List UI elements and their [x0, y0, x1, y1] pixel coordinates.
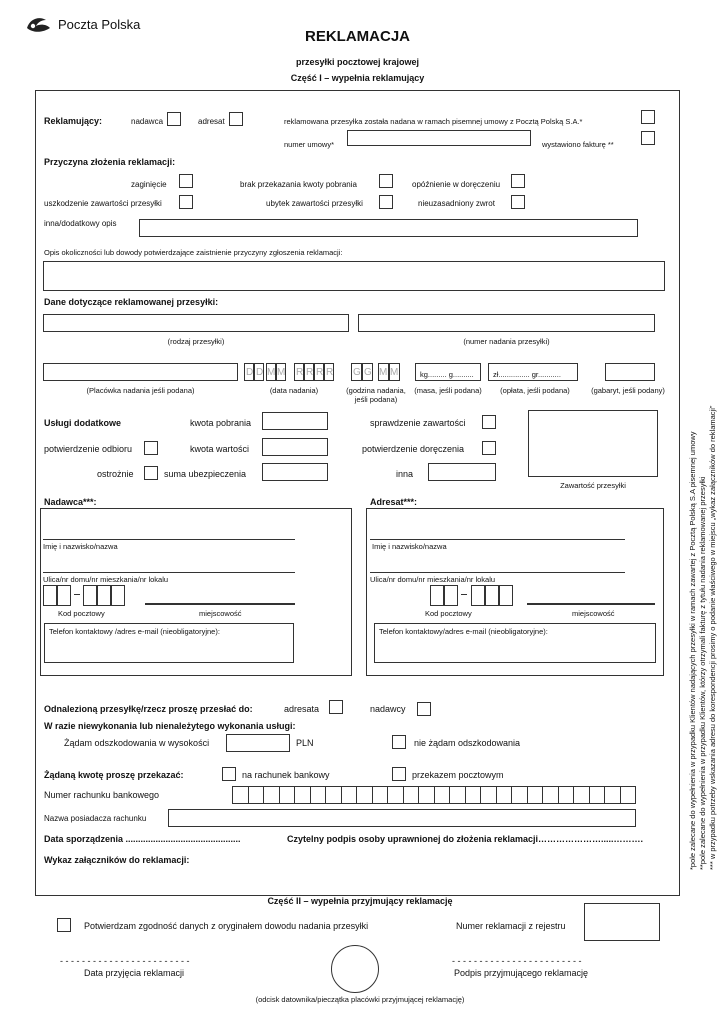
rachunek-digit-22[interactable]: [558, 786, 575, 804]
rachunek-digit-2[interactable]: [248, 786, 265, 804]
nadawca-kod-digit-1[interactable]: [43, 585, 57, 606]
reklamujacy-label: Reklamujący:: [44, 116, 103, 126]
adresat-telefon-input[interactable]: Telefon kontaktowy/adres e-mail (nieobligatoryjne):: [374, 623, 656, 663]
time-digit-1[interactable]: G: [351, 363, 362, 381]
w-razie-label: W razie niewykonania lub nienależytego wykonania usługi:: [44, 721, 296, 731]
nadawca-imie-line: [43, 539, 295, 540]
rachunek-digit-10[interactable]: [372, 786, 389, 804]
adresat-kod-dash: [461, 594, 467, 595]
rachunek-digit-3[interactable]: [263, 786, 280, 804]
rachunek-digit-24[interactable]: [589, 786, 606, 804]
umowa-label: reklamowana przesyłka została nadana w ramach pisemnej umowy z Pocztą Polską S.A.*: [284, 117, 583, 126]
inna-opis-label: inna/dodatkowy opis: [44, 219, 117, 228]
potw-odbioru-label: potwierdzenie odbioru: [44, 444, 133, 454]
footnote-2: **pole zalecane do wypełnienia w przypadku Klientów, którzy otrzymali fakturę z tytułu nadania reklamowanej przesyłki: [698, 476, 707, 870]
masa-input[interactable]: kg......... g..........: [415, 363, 481, 381]
rachunek-digit-14[interactable]: [434, 786, 451, 804]
numer-nadania-caption: (numer nadania przesyłki): [463, 337, 550, 346]
podpis-przyjmujacego-dashes: - - - - - - - - - - - - - - - - - - - - - - - -: [452, 956, 582, 966]
potw-odbioru-checkbox[interactable]: [144, 441, 158, 455]
ubytek-label: ubytek zawartości przesyłki: [266, 199, 363, 208]
odcisk-caption: (odcisk datownika/pieczątka placówki przyjmującej reklamację): [255, 995, 465, 1004]
numer-reklamacji-label: Numer reklamacji z rejestru: [456, 921, 566, 931]
numer-umowy-input[interactable]: [347, 130, 531, 146]
faktura-checkbox[interactable]: [641, 131, 655, 145]
placowka-caption: (Placówka nadania jeśli podana): [86, 386, 195, 395]
footnote-3: *** w przypadku potrzeby wskazania adresu do korespondencji prosimy o podanie właściwego w miejscu „wykaz załączników do reklamacji”: [708, 405, 717, 870]
adresat-imie-label: Imię i nazwisko/nazwa: [372, 542, 447, 551]
adresat-kod-digit-4[interactable]: [485, 585, 499, 606]
odnaleziona-nadawcy-checkbox[interactable]: [417, 702, 431, 716]
numer-rachunku-input[interactable]: [232, 786, 658, 804]
nadawca-label: Nadawca***:: [44, 497, 97, 507]
rachunek-digit-4[interactable]: [279, 786, 296, 804]
podpis-przyjmujacego-label: Podpis przyjmującego reklamację: [454, 968, 589, 978]
odnaleziona-adresata-label: adresata: [284, 704, 320, 714]
datownik-stamp-circle: [331, 945, 379, 993]
footnote-1: *pole zalecane do wypełnienia w przypadku Klientów nadających przesyłki w ramach zawartej z Pocztą Polską S.A pisemnej umowy: [688, 431, 697, 870]
kwota-przekazac-label: Żądaną kwotę proszę przekazać:: [44, 770, 184, 780]
rachunek-digit-23[interactable]: [573, 786, 590, 804]
inna-usluga-label: inna: [396, 469, 414, 479]
ostroznie-label: ostrożnie: [97, 469, 134, 479]
date-digit-7[interactable]: R: [314, 363, 324, 381]
posiadacz-label: Nazwa posiadacza rachunku: [44, 814, 147, 823]
czytelny-podpis-label: Czytelny podpis osoby uprawnionej do złożenia reklamacji………………….....……….: [287, 834, 644, 844]
odnaleziona-label: Odnalezioną przesyłkę/rzecz proszę przesłać do:: [44, 704, 253, 714]
adresat-ulica-label: Ulica/nr domu/nr mieszkania/nr lokalu: [370, 575, 496, 584]
nadawca-miejscowosc-line: [145, 603, 295, 605]
potwierdzam-checkbox[interactable]: [57, 918, 71, 932]
gabaryt-caption: (gabaryt, jeśli podany): [591, 386, 665, 395]
opoznienie-label: opóźnienie w doręczeniu: [412, 180, 501, 189]
rachunek-digit-19[interactable]: [511, 786, 528, 804]
rachunek-bankowy-checkbox[interactable]: [222, 767, 236, 781]
date-digit-5[interactable]: R: [294, 363, 304, 381]
uszkodzenie-label: uszkodzenie zawartości przesyłki: [44, 199, 162, 208]
rachunek-digit-21[interactable]: [542, 786, 559, 804]
rachunek-digit-6[interactable]: [310, 786, 327, 804]
time-digit-3[interactable]: M: [378, 363, 389, 381]
adresat-ulica-line: [370, 572, 625, 573]
opoznienie-checkbox[interactable]: [511, 174, 525, 188]
nadawca-kod-label: Kod pocztowy: [58, 609, 105, 618]
date-digit-1[interactable]: D: [244, 363, 254, 381]
oplata-caption: (opłata, jeśli podana): [500, 386, 570, 395]
form-subtitle: przesyłki pocztowej krajowej: [295, 57, 420, 67]
date-digit-2[interactable]: D: [254, 363, 264, 381]
brak-przekazania-label: brak przekazania kwoty pobrania: [240, 180, 357, 189]
przekaz-pocztowy-checkbox[interactable]: [392, 767, 406, 781]
adresat-miejscowosc-label: miejscowość: [572, 609, 615, 618]
potw-doreczenia-checkbox[interactable]: [482, 441, 496, 455]
zwrot-label: nieuzasadniony zwrot: [418, 199, 495, 208]
rachunek-digit-5[interactable]: [294, 786, 311, 804]
nadawca-kod-digit-3[interactable]: [83, 585, 97, 606]
date-digit-4[interactable]: M: [276, 363, 286, 381]
masa-caption: (masa, jeśli podana): [414, 386, 482, 395]
rachunek-digit-11[interactable]: [387, 786, 404, 804]
placowka-input[interactable]: [43, 363, 238, 381]
opis-okolicznosci-label: Opis okoliczności lub dowody potwierdzające zaistnienie przyczyny zgłoszenia reklamacji:: [44, 248, 343, 257]
zwrot-checkbox[interactable]: [511, 195, 525, 209]
nadawca-kod-digit-5[interactable]: [111, 585, 125, 606]
posiadacz-input[interactable]: [168, 809, 636, 827]
ostroznie-checkbox[interactable]: [144, 466, 158, 480]
date-digit-8[interactable]: R: [324, 363, 334, 381]
suma-label: suma ubezpieczenia: [164, 469, 247, 479]
gabaryt-input[interactable]: [605, 363, 655, 381]
brak-przekazania-checkbox[interactable]: [379, 174, 393, 188]
rachunek-digit-7[interactable]: [325, 786, 342, 804]
data-przyjecia-label: Data przyjęcia reklamacji: [84, 968, 185, 978]
adresat-kod-digit-1[interactable]: [430, 585, 444, 606]
wykaz-zalacznikow-label: Wykaz załączników do reklamacji:: [44, 855, 190, 865]
przekaz-pocztowy-label: przekazem pocztowym: [412, 770, 504, 780]
inna-opis-input[interactable]: [139, 219, 638, 237]
adresat-miejscowosc-line: [527, 603, 655, 605]
time-digit-4[interactable]: M: [389, 363, 400, 381]
odszkodowanie-kwota-input[interactable]: [226, 734, 290, 752]
uslugi-label: Usługi dodatkowe: [44, 418, 122, 428]
rachunek-digit-12[interactable]: [403, 786, 420, 804]
adresat-kod-label: Kod pocztowy: [425, 609, 472, 618]
ubytek-checkbox[interactable]: [379, 195, 393, 209]
potwierdzam-label: Potwierdzam zgodność danych z oryginałem dowodu nadania przesyłki: [84, 921, 369, 931]
faktura-label: wystawiono fakturę **: [542, 140, 614, 149]
nie-zadam-label: nie żądam odszkodowania: [414, 738, 521, 748]
uszkodzenie-checkbox[interactable]: [179, 195, 193, 209]
nadawca-option-label: nadawca: [131, 117, 164, 126]
inna-usluga-input[interactable]: [428, 463, 496, 481]
rachunek-bankowy-label: na rachunek bankowy: [242, 770, 330, 780]
adresat-label: Adresat***:: [370, 497, 418, 507]
pln-label: PLN: [296, 738, 314, 748]
adresat-kod-digit-5[interactable]: [499, 585, 513, 606]
logo-text: Poczta Polska: [58, 17, 141, 32]
rachunek-digit-16[interactable]: [465, 786, 482, 804]
kwota-pobrania-label: kwota pobrania: [190, 418, 252, 428]
rachunek-digit-8[interactable]: [341, 786, 358, 804]
godzina-caption: (godzina nadania, jeśli podana): [346, 386, 406, 404]
adresat-checkbox[interactable]: [229, 112, 243, 126]
sprawdzenie-label: sprawdzenie zawartości: [370, 418, 466, 428]
opis-okolicznosci-input[interactable]: [43, 261, 665, 291]
umowa-checkbox[interactable]: [641, 110, 655, 124]
data-przyjecia-dashes: - - - - - - - - - - - - - - - - - - - - - - - -: [60, 956, 190, 966]
rachunek-digit-1[interactable]: [232, 786, 249, 804]
nie-zadam-checkbox[interactable]: [392, 735, 406, 749]
nadawca-kod-digit-2[interactable]: [57, 585, 71, 606]
data-nadania-caption: (data nadania): [269, 386, 319, 395]
kwota-wartosci-label: kwota wartości: [190, 444, 250, 454]
odnaleziona-nadawcy-label: nadawcy: [370, 704, 406, 714]
rachunek-digit-17[interactable]: [480, 786, 497, 804]
rachunek-digit-26[interactable]: [620, 786, 637, 804]
zaginiecie-label: zaginięcie: [131, 180, 167, 189]
rachunek-digit-25[interactable]: [604, 786, 621, 804]
adresat-kod-digit-3[interactable]: [471, 585, 485, 606]
post-horn-logo-icon: [24, 12, 54, 36]
logo: [24, 12, 144, 38]
nadawca-checkbox[interactable]: [167, 112, 181, 126]
rachunek-digit-15[interactable]: [449, 786, 466, 804]
nadawca-kod-digit-4[interactable]: [97, 585, 111, 606]
sprawdzenie-checkbox[interactable]: [482, 415, 496, 429]
potw-doreczenia-label: potwierdzenie doręczenia: [362, 444, 465, 454]
date-digit-6[interactable]: R: [304, 363, 314, 381]
rodzaj-przesylki-input[interactable]: [43, 314, 349, 332]
zaginiecie-checkbox[interactable]: [179, 174, 193, 188]
numer-rachunku-label: Numer rachunku bankowego: [44, 790, 160, 800]
nadawca-ulica-line: [43, 572, 295, 573]
suma-input[interactable]: [262, 463, 328, 481]
kwota-pobrania-input[interactable]: [262, 412, 328, 430]
nadawca-imie-label: Imię i nazwisko/nazwa: [43, 542, 118, 551]
nadawca-miejscowosc-label: miejscowość: [199, 609, 242, 618]
numer-reklamacji-input[interactable]: [584, 903, 660, 941]
zawartosc-input[interactable]: [528, 410, 658, 477]
zadam-label: Żądam odszkodowania w wysokości: [64, 738, 210, 748]
nadawca-ulica-label: Ulica/nr domu/nr mieszkania/nr lokalu: [43, 575, 169, 584]
date-digit-3[interactable]: M: [266, 363, 276, 381]
rachunek-digit-9[interactable]: [356, 786, 373, 804]
time-digit-2[interactable]: G: [362, 363, 373, 381]
adresat-imie-line: [370, 539, 625, 540]
rachunek-digit-13[interactable]: [418, 786, 435, 804]
adresat-option-label: adresat: [198, 117, 225, 126]
part1-title: Część I – wypełnia reklamujący: [290, 73, 425, 83]
przyczyna-label: Przyczyna złożenia reklamacji:: [44, 157, 176, 167]
zawartosc-caption: Zawartość przesyłki: [560, 481, 626, 490]
rachunek-digit-18[interactable]: [496, 786, 513, 804]
numer-umowy-label: numer umowy*: [284, 140, 335, 149]
rodzaj-przesylki-caption: (rodzaj przesyłki): [167, 337, 225, 346]
odnaleziona-adresata-checkbox[interactable]: [329, 700, 343, 714]
numer-nadania-input[interactable]: [358, 314, 655, 332]
rachunek-digit-20[interactable]: [527, 786, 544, 804]
adresat-kod-digit-2[interactable]: [444, 585, 458, 606]
nadawca-kod-dash: [74, 594, 80, 595]
form-title: REKLAMACJA: [305, 28, 410, 45]
part2-title: Część II – wypełnia przyjmujący reklamację: [267, 896, 453, 906]
data-sporzadzenia-label: Data sporządzenia ..............................................: [44, 834, 241, 844]
oplata-input[interactable]: zł............... gr...........: [488, 363, 578, 381]
kwota-wartosci-input[interactable]: [262, 438, 328, 456]
dane-label: Dane dotyczące reklamowanej przesyłki:: [44, 297, 219, 307]
nadawca-telefon-input[interactable]: Telefon kontaktowy /adres e-mail (nieobligatoryjne):: [44, 623, 294, 663]
